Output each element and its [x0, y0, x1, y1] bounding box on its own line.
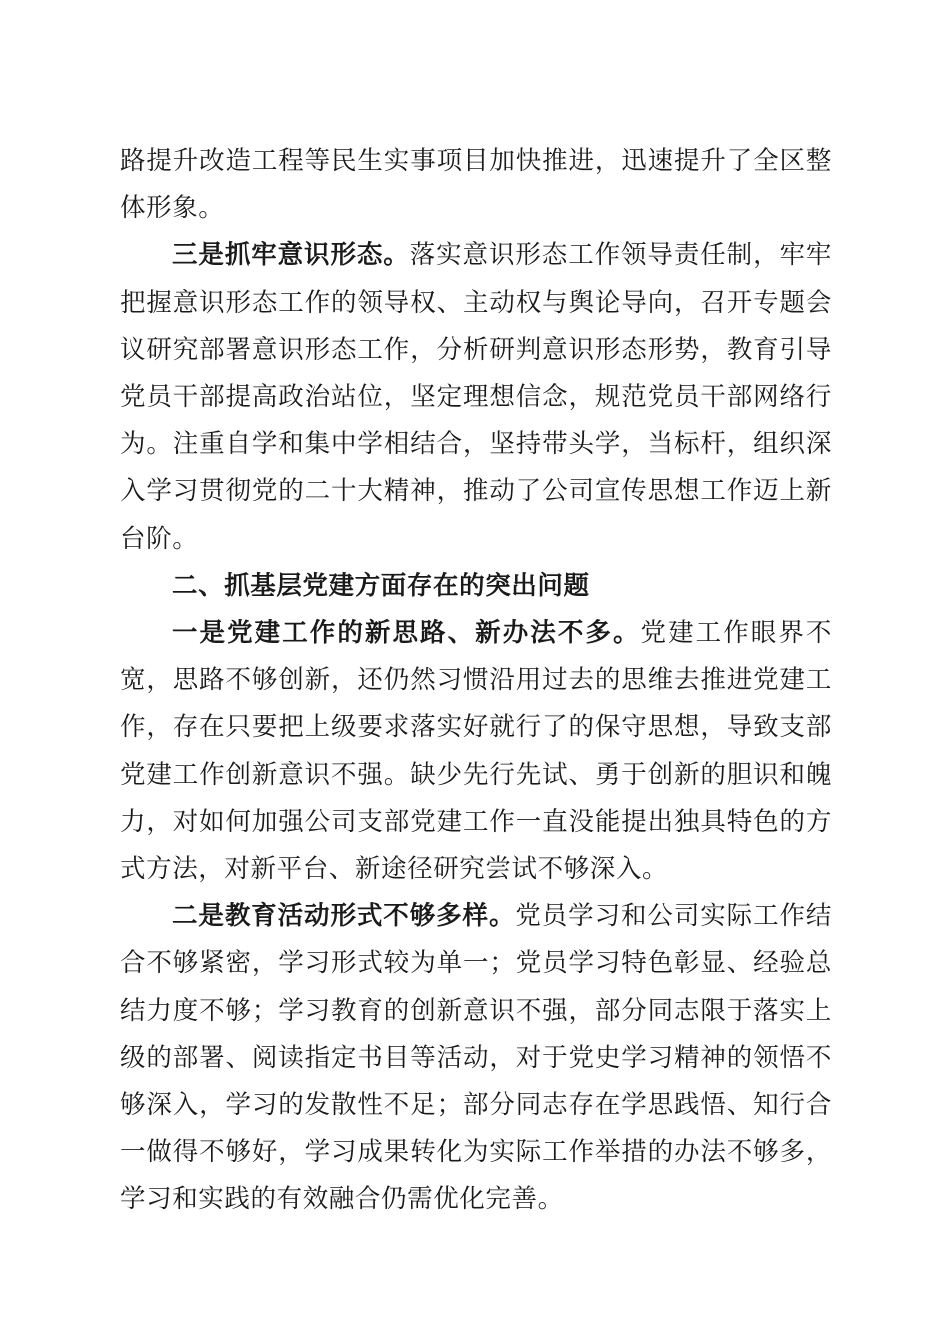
paragraph-text: 落实意识形态工作领导责任制，牢牢把握意识形态工作的领导权、主动权与舆论导向，召开专题会议研究部署意识形态工作，分析研判意识形态形势，教育引导党员干部提高政治站位，坚定理想信念，规范党员干部网络行为。注重自学和集中学相结合，坚持带头学，当标杆，组织深入学习贯彻党的二十大精神，推动了公司宣传思想工作迈上新台阶。	[120, 240, 832, 554]
paragraph-text: 党员学习和公司实际工作结合不够紧密，学习形式较为单一；党员学习特色彰显、经验总结力度不够；学习教育的创新意识不强，部分同志限于落实上级的部署、阅读指定书目等活动，对于党史学习精神的领悟不够深入，学习的发散性不足；部分同志存在学思践悟、知行合一做得不够好，学习成果转化为实际工作举措的办法不够多，学习和实践的有效融合仍需优化完善。	[120, 901, 832, 1215]
paragraph-lead: 一是党建工作的新思路、新办法不多。	[172, 618, 641, 649]
paragraph-continuation	[120, 138, 832, 232]
paragraph-lead: 二是教育活动形式不够多样。	[172, 901, 516, 932]
paragraph-education-forms	[120, 893, 832, 1223]
paragraph-lead: 三是抓牢意识形态。	[172, 240, 410, 271]
paragraph-ideology	[120, 232, 832, 562]
document-body	[120, 138, 832, 1224]
paragraph-text: 路提升改造工程等民生实事项目加快推进，迅速提升了全区整体形象。	[120, 146, 832, 224]
paragraph-new-ideas	[120, 610, 832, 893]
section-heading: 二、抓基层党建方面存在的突出问题	[172, 570, 590, 601]
paragraph-text: 党建工作眼界不宽，思路不够创新，还仍然习惯沿用过去的思维去推进党建工作，存在只要把上级要求落实好就行了的保守思想，导致支部党建工作创新意识不强。缺少先行先试、勇于创新的胆识和魄力，对如何加强公司支部党建工作一直没能提出独具特色的方式方法，对新平台、新途径研究尝试不够深入。	[120, 618, 832, 885]
